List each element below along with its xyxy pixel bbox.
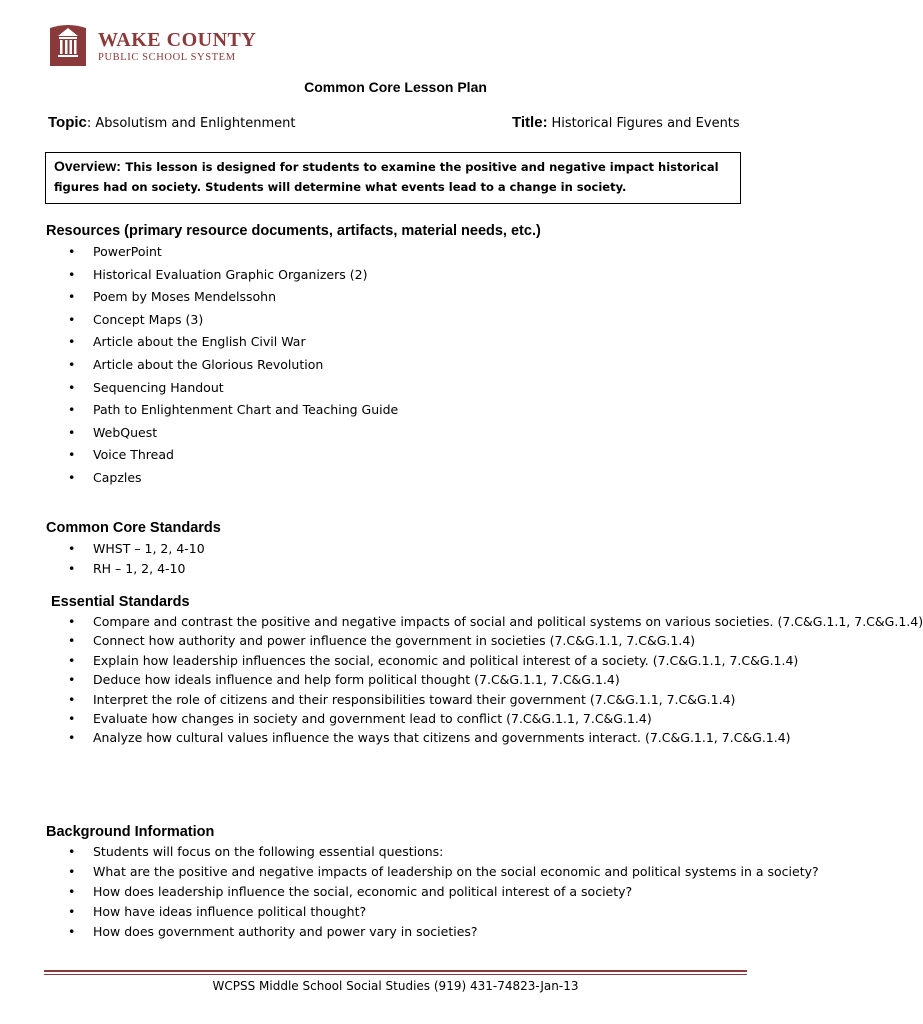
list-item: • Deduce how ideals influence and help form political thought (7.C&G.1.1, 7.C&G.1.4) — [46, 670, 751, 689]
list-item: • How does government authority and power vary in societies? — [46, 922, 733, 942]
list-item: • WHST – 1, 2, 4-10 — [46, 539, 205, 559]
list-item: • Poem by Moses Mendelssohn — [46, 286, 398, 309]
title-line — [512, 114, 740, 131]
list-item: • Article about the English Civil War — [46, 331, 398, 354]
list-item: • Interpret the role of citizens and their responsibilities toward their government (7.C&G.1.1, 7.C&G.1.4) — [46, 690, 751, 709]
list-item: • Concept Maps (3) — [46, 309, 398, 332]
page-footer: WCPSS Middle School Social Studies (919) 431-74823-Jan-13 — [212, 979, 579, 993]
overview-text-line1: This lesson is designed for students to examine the positive and negative impact historical — [125, 160, 719, 174]
list-item: • How have ideas influence political thought? — [46, 902, 733, 922]
schoolhouse-logo-icon — [48, 24, 88, 66]
list-item: • What are the positive and negative impacts of leadership on the social economic and political systems in a society? — [46, 862, 733, 882]
resources-list — [46, 241, 398, 490]
list-item: • Evaluate how changes in society and government lead to conflict (7.C&G.1.1, 7.C&G.1.4) — [46, 709, 751, 728]
wcpss-logo — [48, 24, 288, 68]
list-item: • RH – 1, 2, 4-10 — [46, 559, 205, 579]
list-item: • Explain how leadership influences the social, economic and political interest of a society. (7.C&G.1.1, 7.C&G.1.4) — [46, 651, 751, 670]
list-item: • Path to Enlightenment Chart and Teaching Guide — [46, 399, 398, 422]
list-item: • Article about the Glorious Revolution — [46, 354, 398, 377]
list-item: • Sequencing Handout — [46, 377, 398, 400]
footer-divider-thin — [44, 974, 747, 975]
list-item: • Historical Evaluation Graphic Organizers (2) — [46, 264, 398, 287]
background-list — [46, 842, 819, 942]
list-item: • Students will focus on the following essential questions: — [46, 842, 733, 862]
essential-standards-heading: Essential Standards — [51, 594, 190, 610]
background-heading: Background Information — [46, 824, 215, 840]
list-item: • PowerPoint — [46, 241, 398, 264]
essential-standards-list — [46, 612, 923, 748]
list-item: • Voice Thread — [46, 444, 398, 467]
footer-divider — [44, 970, 747, 972]
list-item: • Capzles — [46, 467, 398, 490]
overview-box — [45, 152, 741, 204]
topic-value: : Absolutism and Enlightenment — [86, 116, 296, 131]
list-item: • Analyze how cultural values influence the ways that citizens and governments interact. (7.C&G.1.1, 7.C&G.1.4) — [46, 728, 751, 747]
title-value: Historical Figures and Events — [551, 116, 740, 131]
logo-title: WAKE COUNTY — [98, 29, 257, 51]
resources-heading: Resources (primary resource documents, artifacts, material needs, etc.) — [46, 223, 541, 239]
list-item: • Connect how authority and power influence the government in societies (7.C&G.1.1, 7.C&G.1.4) — [46, 631, 751, 650]
list-item: • WebQuest — [46, 422, 398, 445]
overview-label: Overview: — [54, 158, 121, 174]
logo-subtitle: PUBLIC SCHOOL SYSTEM — [98, 52, 236, 63]
topic-line — [48, 114, 296, 131]
document-title: Common Core Lesson Plan — [304, 79, 487, 95]
common-core-heading: Common Core Standards — [46, 520, 221, 536]
overview-text-line2: figures had on society. Students will determine what events lead to a change in society. — [54, 180, 627, 194]
title-label: Title: — [512, 114, 548, 131]
common-core-list — [46, 539, 205, 579]
list-item: • How does leadership influence the social, economic and political interest of a society? — [46, 882, 733, 902]
list-item: • Compare and contrast the positive and negative impacts of social and political systems on various societies. (7.C&G.1.1, 7.C&G.1.4) — [46, 612, 751, 631]
topic-label: Topic — [48, 114, 87, 131]
